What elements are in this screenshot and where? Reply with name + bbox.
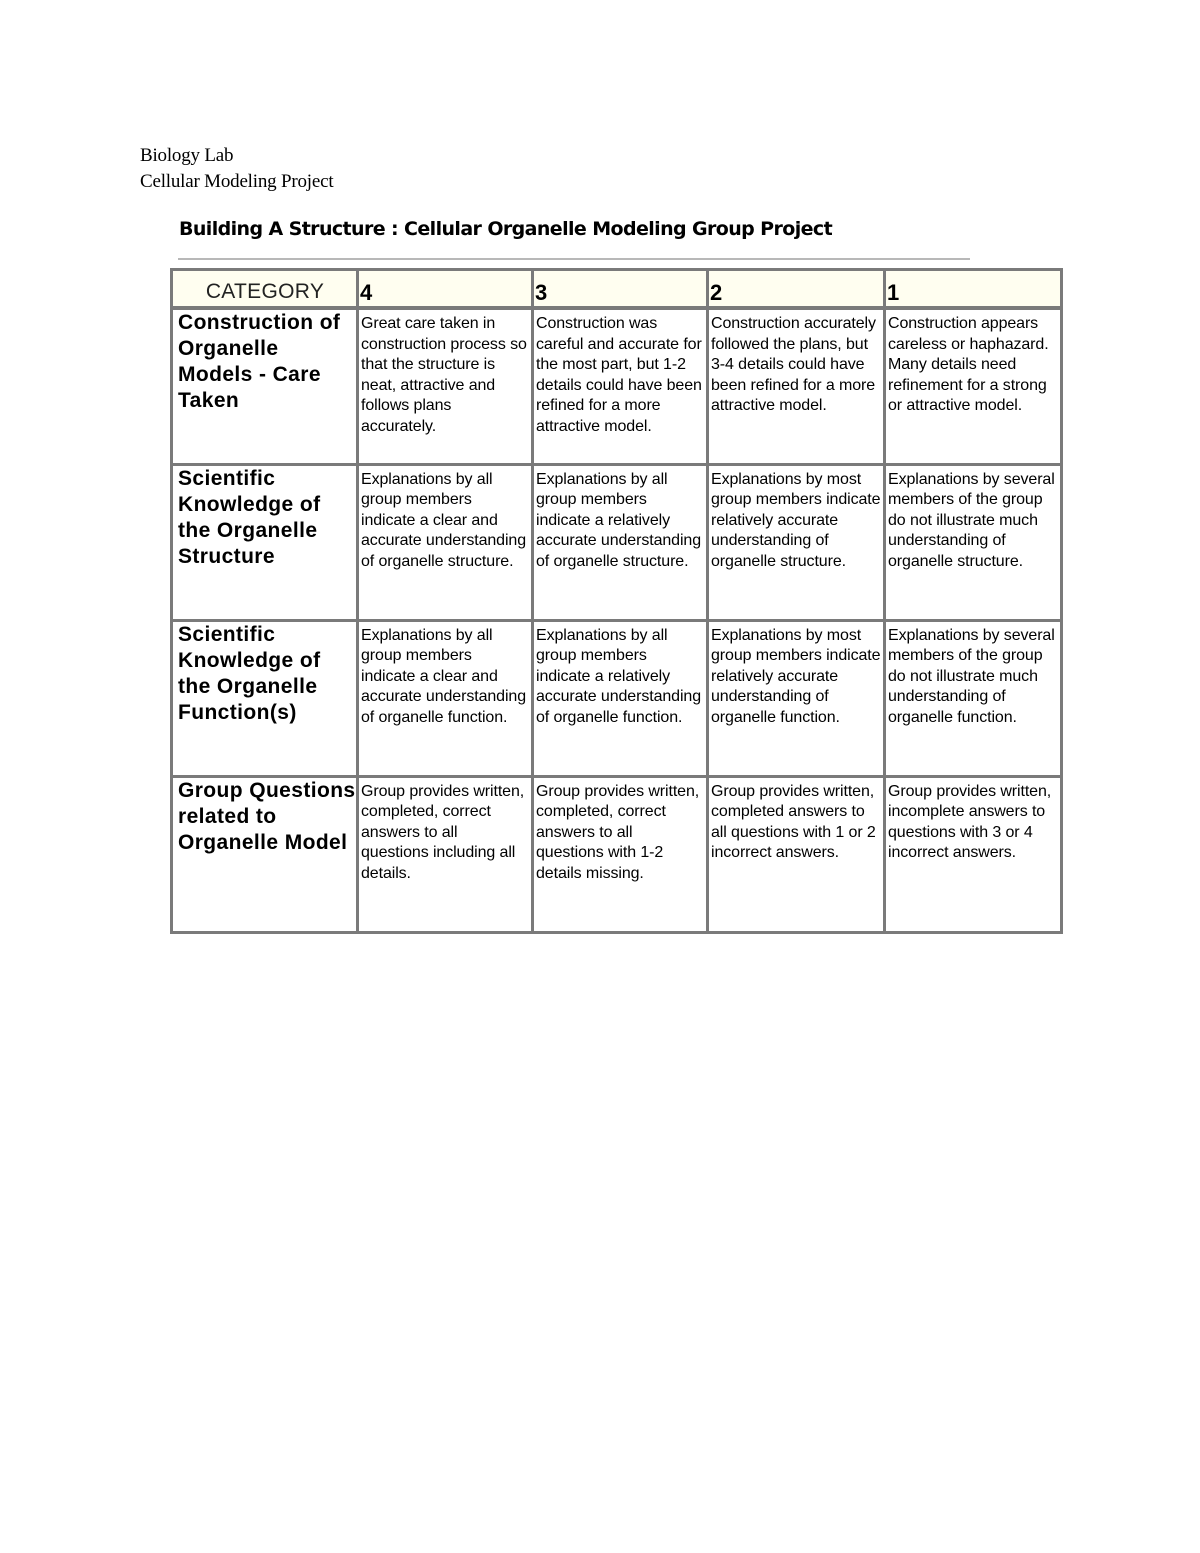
rubric-row-questions bbox=[172, 776, 1062, 932]
score-4-cell: Explanations by all group members indicate a clear and accurate understanding of organelle function. bbox=[358, 620, 533, 776]
rubric-row-function bbox=[172, 620, 1062, 776]
score-3-cell: Construction was careful and accurate for the most part, but 1-2 details could have been refined for a more attractive model. bbox=[533, 308, 708, 464]
score-2-cell: Construction accurately followed the plans, but 3-4 details could have been refined for a more attractive model. bbox=[708, 308, 885, 464]
header-score-4: 4 bbox=[358, 270, 533, 309]
rubric-header-row bbox=[172, 270, 1062, 309]
header-score-3: 3 bbox=[533, 270, 708, 309]
score-2-cell: Explanations by most group members indicate relatively accurate understanding of organelle structure. bbox=[708, 464, 885, 620]
score-1-cell: Explanations by several members of the group do not illustrate much understanding of organelle structure. bbox=[885, 464, 1062, 620]
project-name: Cellular Modeling Project bbox=[140, 171, 334, 192]
category-cell: Scientific Knowledge of the Organelle Structure bbox=[172, 464, 358, 620]
category-cell: Construction of Organelle Models - Care Taken bbox=[172, 308, 358, 464]
rubric-row-construction bbox=[172, 308, 1062, 464]
score-4-cell: Group provides written, completed, correct answers to all questions including all details. bbox=[358, 776, 533, 932]
score-4-cell: Explanations by all group members indicate a clear and accurate understanding of organelle structure. bbox=[358, 464, 533, 620]
score-1-cell: Explanations by several members of the group do not illustrate much understanding of organelle function. bbox=[885, 620, 1062, 776]
score-3-cell: Group provides written, completed, correct answers to all questions with 1-2 details missing. bbox=[533, 776, 708, 932]
document-header bbox=[140, 143, 333, 195]
category-cell: Scientific Knowledge of the Organelle Function(s) bbox=[172, 620, 358, 776]
score-1-cell: Construction appears careless or haphazard. Many details need refinement for a strong or attractive model. bbox=[885, 308, 1062, 464]
score-2-cell: Explanations by most group members indicate relatively accurate understanding of organelle function. bbox=[708, 620, 885, 776]
score-3-cell: Explanations by all group members indicate a relatively accurate understanding of organelle structure. bbox=[533, 464, 708, 620]
score-3-cell: Explanations by all group members indicate a relatively accurate understanding of organelle function. bbox=[533, 620, 708, 776]
course-name: Biology Lab bbox=[140, 145, 234, 166]
score-1-cell: Group provides written, incomplete answers to questions with 3 or 4 incorrect answers. bbox=[885, 776, 1062, 932]
category-cell: Group Questions related to Organelle Model bbox=[172, 776, 358, 932]
rubric-row-structure bbox=[172, 464, 1062, 620]
rubric-title: Building A Structure : Cellular Organelle Modeling Group Project bbox=[179, 218, 833, 240]
header-category: CATEGORY bbox=[172, 270, 358, 309]
rubric-table bbox=[170, 268, 1063, 934]
header-score-1: 1 bbox=[885, 270, 1062, 309]
header-score-2: 2 bbox=[708, 270, 885, 309]
score-4-cell: Great care taken in construction process so that the structure is neat, attractive and follows plans accurately. bbox=[358, 308, 533, 464]
score-2-cell: Group provides written, completed answers to all questions with 1 or 2 incorrect answers. bbox=[708, 776, 885, 932]
title-divider bbox=[178, 258, 970, 260]
